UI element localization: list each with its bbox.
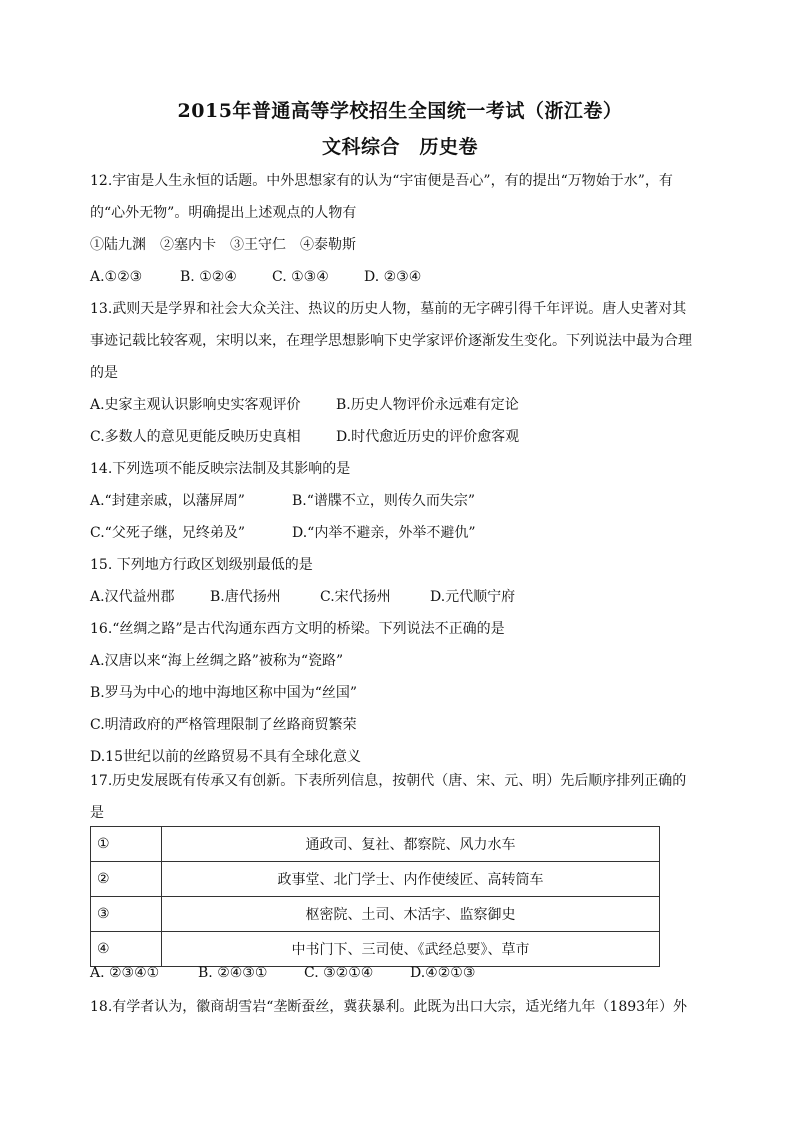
q12-option-a: A.①②③	[90, 269, 143, 285]
q15-option-a: A.汉代益州郡	[90, 589, 175, 605]
q12-option-c: C. ①③④	[272, 269, 329, 285]
q16-option-c: C.明清政府的严格管理限制了丝路商贸繁荣	[90, 717, 357, 733]
q16-option-b: B.罗马为中心的地中海地区称中国为“丝国”	[90, 685, 358, 701]
q14-option-a: A.“封建亲戚，以藩屏周”	[90, 493, 245, 509]
q12-items: ①陆九渊 ②塞内卡 ③王守仁 ④泰勒斯	[90, 237, 356, 253]
table-cell-content: 通政司、复社、都察院、风力水车	[162, 827, 660, 862]
q13-line-1: 13.武则天是学界和社会大众关注、热议的历史人物，墓前的无字碑引得千年评说。唐人史著对其	[90, 301, 687, 317]
q17-options	[90, 963, 475, 983]
q12-options	[90, 267, 421, 287]
q16-option-a: A.汉唐以来“海上丝绸之路”被称为“瓷路”	[90, 653, 344, 669]
q13-option-c: C.多数人的意见更能反映历史真相	[90, 429, 301, 445]
q16-line-1: 16.“丝绸之路”是古代沟通东西方文明的桥梁。下列说法不正确的是	[90, 621, 505, 637]
table-cell-content: 政事堂、北门学士、内作使绫匠、高转筒车	[162, 862, 660, 897]
q17-option-a: A. ②③④①	[90, 965, 160, 981]
q13-options-row-1	[90, 395, 519, 415]
q17-line-2: 是	[90, 805, 104, 821]
q14-options-row-1	[90, 491, 475, 511]
q13-option-d: D.时代愈近历史的评价愈客观	[336, 429, 520, 445]
q12-option-b: B. ①②④	[180, 269, 237, 285]
q15-options	[90, 587, 515, 607]
q14-line-1: 14.下列选项不能反映宗法制及其影响的是	[90, 461, 351, 477]
q17-line-1: 17.历史发展既有传承又有创新。下表所列信息，按朝代（唐、宋、元、明）先后顺序排列正确的	[90, 773, 687, 789]
q14-option-c: C.“父死子继，兄终弟及”	[90, 525, 245, 541]
table-cell-content: 枢密院、土司、木活字、监察御史	[162, 897, 660, 932]
q17-table	[90, 826, 660, 967]
q15-option-d: D.元代顺宁府	[430, 589, 516, 605]
table-cell-num: ③	[91, 897, 162, 932]
q13-line-3: 的是	[90, 365, 118, 381]
q12-line-2: 的“心外无物”。明确提出上述观点的人物有	[90, 205, 357, 221]
q15-option-c: C.宋代扬州	[320, 589, 391, 605]
q13-option-b: B.历史人物评价永远难有定论	[336, 397, 519, 413]
q12-line-1: 12.宇宙是人生永恒的话题。中外思想家有的认为“宇宙便是吾心”，有的提出“万物始于水”，有	[90, 173, 673, 189]
q13-line-2: 事迹记载比较客观，宋明以来，在理学思想影响下史学家评价逐渐发生变化。下列说法中最为合理	[90, 333, 692, 349]
table-row	[91, 862, 660, 897]
q18-line-1: 18.有学者认为，徽商胡雪岩“垄断蚕丝，冀获暴利。此既为出口大宗，适光绪九年（1893年）外	[90, 999, 688, 1015]
table-cell-num: ①	[91, 827, 162, 862]
q16-option-d: D.15世纪以前的丝路贸易不具有全球化意义	[90, 749, 361, 765]
q13-options-row-2	[90, 427, 519, 447]
q17-option-b: B. ②④③①	[198, 965, 268, 981]
q14-option-b: B.“谱牒不立，则传久而失宗”	[292, 493, 476, 509]
page-subtitle: 文科综合 历史卷	[321, 136, 478, 158]
q14-option-d: D.“内举不避亲，外举不避仇”	[292, 525, 476, 541]
q17-option-c: C. ③②①④	[304, 965, 374, 981]
q14-options-row-2	[90, 523, 476, 543]
q17-option-d: D.④②①③	[410, 965, 476, 981]
q15-option-b: B.唐代扬州	[210, 589, 281, 605]
table-cell-num: ④	[91, 932, 162, 967]
q15-line-1: 15. 下列地方行政区划级别最低的是	[90, 557, 313, 573]
q12-option-d: D. ②③④	[364, 269, 422, 285]
page-title: 2015年普通高等学校招生全国统一考试（浙江卷）	[177, 100, 623, 122]
table-cell-num: ②	[91, 862, 162, 897]
table-row	[91, 932, 660, 967]
q13-option-a: A.史家主观认识影响史实客观评价	[90, 397, 301, 413]
table-row	[91, 827, 660, 862]
table-cell-content: 中书门下、三司使、《武经总要》、草市	[162, 932, 660, 967]
table-row	[91, 897, 660, 932]
